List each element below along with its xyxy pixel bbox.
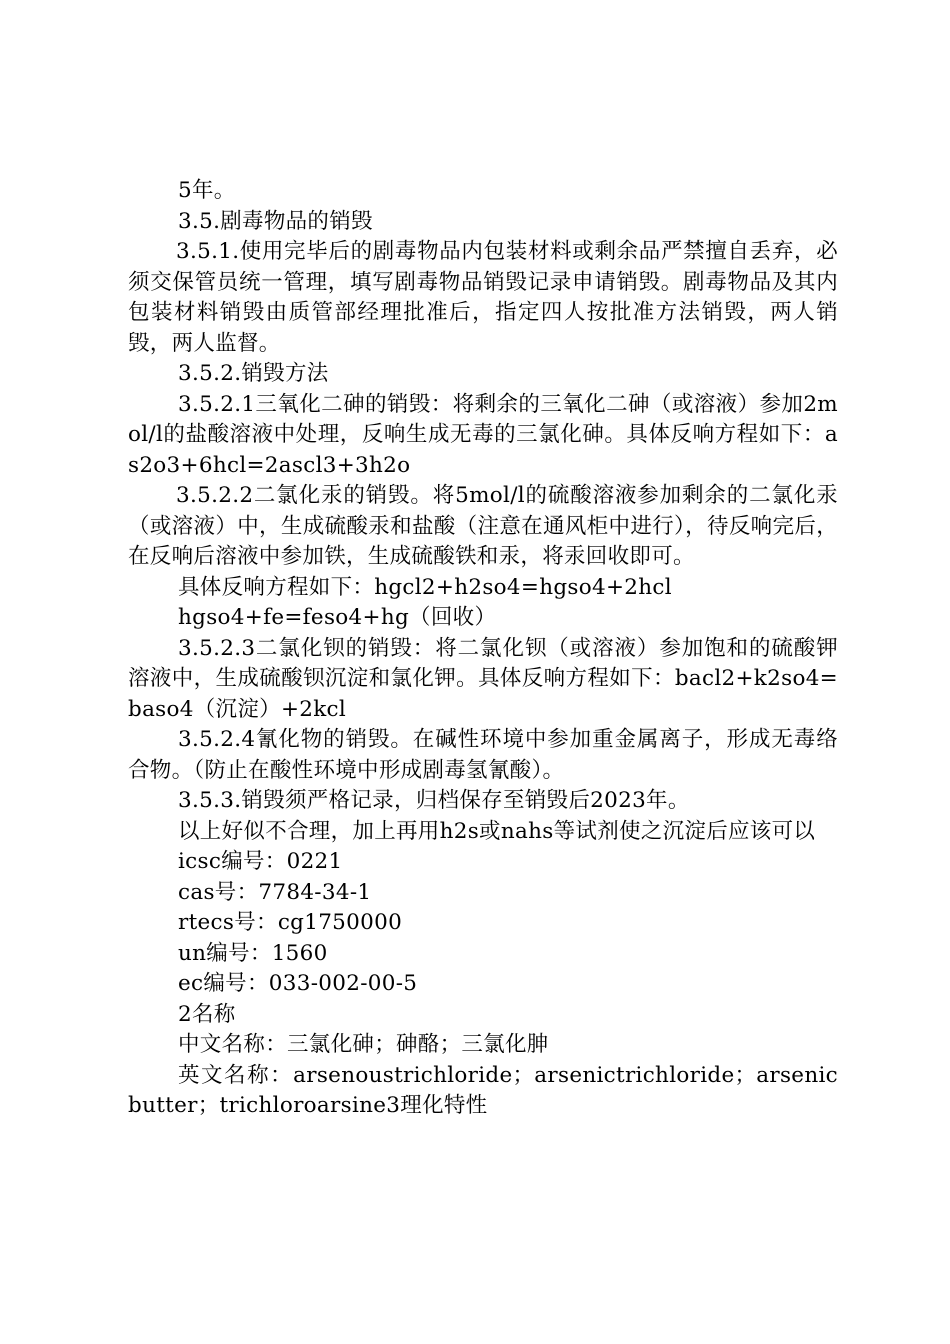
document-body xyxy=(128,176,838,1122)
cas-number: cas号：7784-34-1 xyxy=(178,879,372,905)
paragraph-3-5-2-4: 3.5.2.4氰化物的销毁。在碱性环境中参加重金属离子，形成无毒络合物。（防止在酸性环境中形成剧毒氢氰酸）。 xyxy=(128,727,838,783)
heading-destruction-method: 3.5.2.销毁方法 xyxy=(178,361,329,386)
paragraph-comment: 以上好似不合理，加上再用h2s或nahs等试剂使之沉淀后应该可以 xyxy=(178,818,816,844)
english-name: 英文名称：arsenoustrichloride；arsenictrichloride；arsenicbutter；trichloroarsine3理化特性 xyxy=(128,1062,838,1118)
paragraph-3-5-2-3: 3.5.2.3二氯化钡的销毁：将二氯化钡（或溶液）参加饱和的硫酸钾溶液中，生成硫酸钡沉淀和氯化钾。具体反响方程如下：bacl2+k2so4=baso4（沉淀）+2kcl xyxy=(128,635,838,722)
rtecs-number: rtecs号：cg1750000 xyxy=(178,910,403,935)
paragraph-retention-years: 5年。 xyxy=(178,178,236,203)
un-number: un编号：1560 xyxy=(178,940,328,966)
icsc-number: icsc编号：0221 xyxy=(178,849,343,874)
paragraph-3-5-2-1: 3.5.2.1三氧化二砷的销毁：将剩余的三氧化二砷（或溶液）参加2mol/l的盐酸溶液中处理，反响生成无毒的三氯化砷。具体反响方程如下：as2o3+6hcl=2ascl3+3h2o xyxy=(128,391,838,478)
equation-line-2: hgso4+fe=feso4+hg（回收） xyxy=(178,605,497,630)
paragraph-3-5-1: 3.5.1.使用完毕后的剧毒物品内包装材料或剩余品严禁擅自丢弃，必须交保管员统一管理，填写剧毒物品销毁记录申请销毁。剧毒物品及其内包装材料销毁由质管部经理批准后，指定四人按批准方法销毁，两人销毁，两人监督。 xyxy=(128,239,838,356)
chinese-name: 中文名称：三氯化砷；砷酪；三氯化胂 xyxy=(178,1032,549,1057)
ec-number: ec编号：033-002-00-5 xyxy=(178,971,418,996)
heading-names: 2名称 xyxy=(178,1001,236,1027)
paragraph-3-5-2-2: 3.5.2.2二氯化汞的销毁。将5mol/l的硫酸溶液参加剩余的二氯化汞（或溶液）中，生成硫酸汞和盐酸（注意在通风柜中进行），待反响完后，在反响后溶液中参加铁，生成硫酸铁和汞，将汞回收即可。 xyxy=(128,483,838,569)
heading-destruction: 3.5.剧毒物品的销毁 xyxy=(178,208,373,234)
paragraph-3-5-3: 3.5.3.销毁须严格记录，归档保存至销毁后2023年。 xyxy=(178,788,690,813)
equation-line-1: 具体反响方程如下：hgcl2+h2so4=hgso4+2hcl xyxy=(178,574,672,600)
